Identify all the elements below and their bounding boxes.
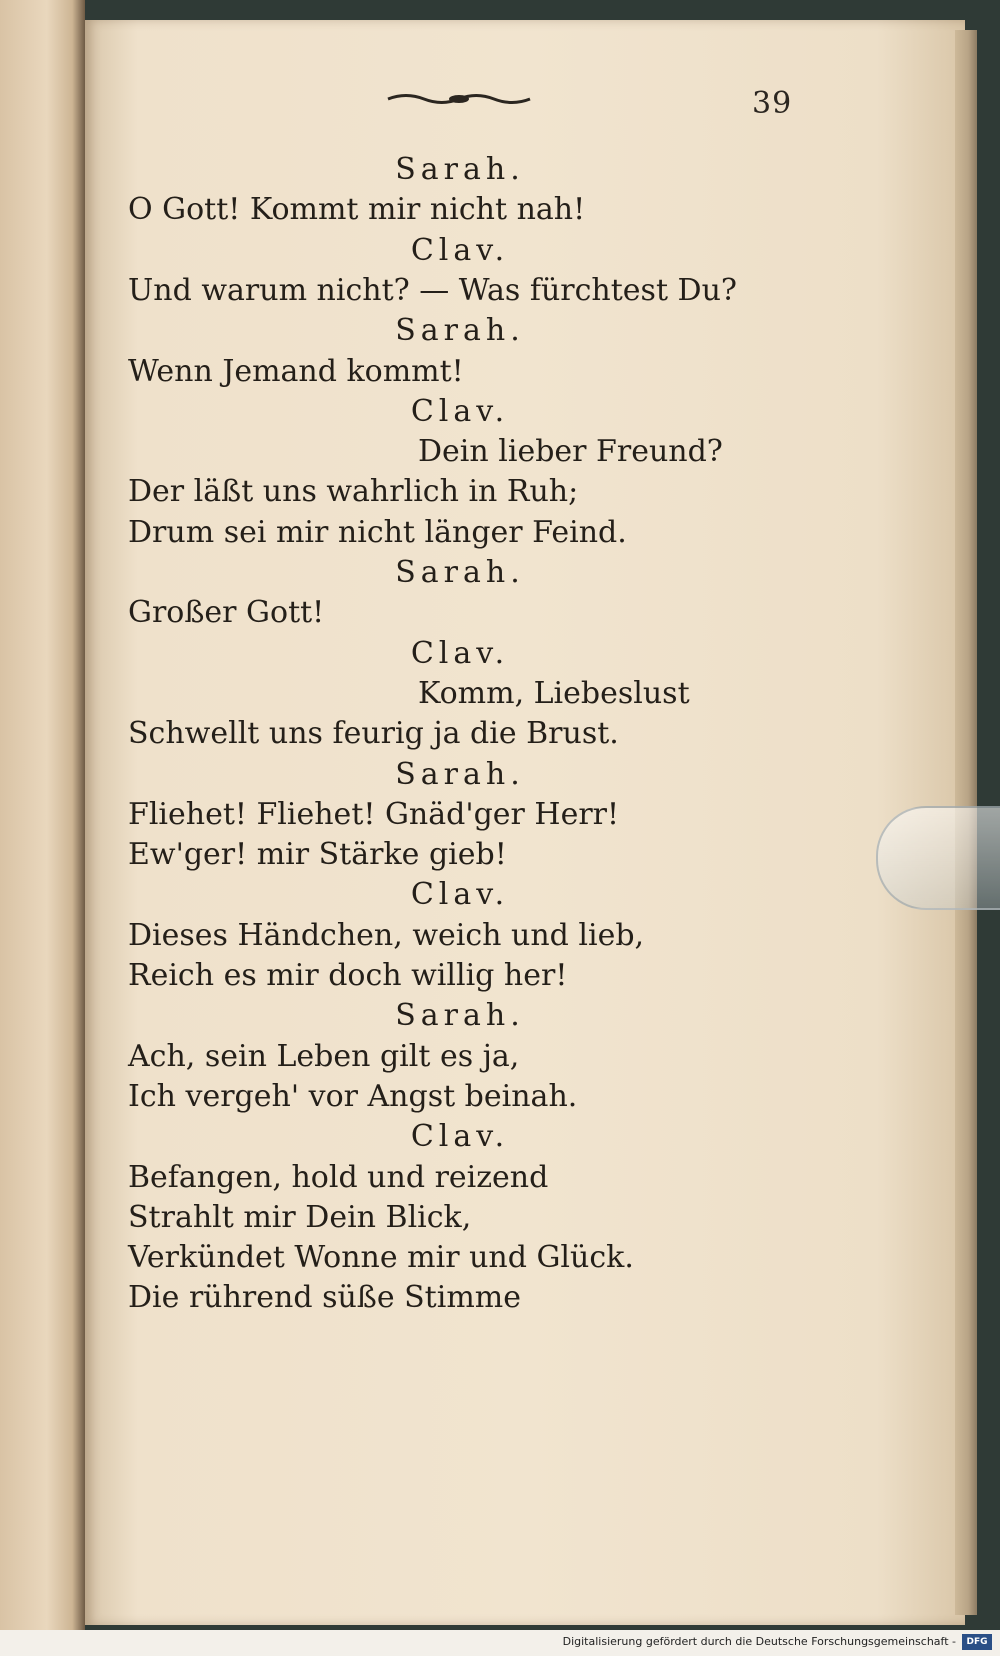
dfg-logo: DFG xyxy=(962,1634,992,1650)
speaker-name: Sarah. xyxy=(395,152,525,187)
verse-line: Drum sei mir nicht länger Feind. xyxy=(128,514,627,550)
verse-line: Ich vergeh' vor Angst beinah. xyxy=(128,1078,578,1114)
footer-credit: Digitalisierung gefördert durch die Deutsche Forschungsgemeinschaft - xyxy=(562,1635,956,1648)
speaker-name: Sarah. xyxy=(395,998,525,1034)
speaker-name: Sarah. xyxy=(395,313,525,349)
speaker-name: Clav. xyxy=(410,1119,510,1155)
verse-line: Großer Gott! xyxy=(128,595,325,631)
verse-line: Komm, Liebeslust xyxy=(418,675,690,711)
speaker-name: Sarah. xyxy=(395,555,525,590)
speaker-name: Clav. xyxy=(410,232,510,268)
speaker-name: Clav. xyxy=(410,877,510,913)
verse-line: Verkündet Wonne mir und Glück. xyxy=(128,1240,634,1276)
page-clip xyxy=(876,806,1000,910)
verse-line: Der läßt uns wahrlich in Ruh; xyxy=(128,474,579,510)
verse-line: Die rührend süße Stimme xyxy=(128,1280,521,1316)
verse-line: Reich es mir doch willig her! xyxy=(128,958,568,993)
ornament-divider xyxy=(386,92,532,106)
verse-line: Befangen, hold und reizend xyxy=(128,1159,549,1195)
footer-bar xyxy=(0,1630,1000,1656)
page-number: 39 xyxy=(752,86,793,121)
verse-line: Strahlt mir Dein Blick, xyxy=(128,1199,472,1235)
speaker-name: Clav. xyxy=(410,393,510,429)
verse-line: Wenn Jemand kommt! xyxy=(128,353,464,389)
verse-line: Ew'ger! mir Stärke gieb! xyxy=(128,837,507,873)
verse-line: Und warum nicht? — Was fürchtest Du? xyxy=(128,272,737,308)
verse-line: Dein lieber Freund? xyxy=(418,434,723,470)
verse-line: Schwellt uns feurig ja die Brust. xyxy=(128,716,619,752)
speaker-name: Clav. xyxy=(410,635,510,671)
verse-line: Ach, sein Leben gilt es ja, xyxy=(128,1038,520,1074)
verse-line: O Gott! Kommt mir nicht nah! xyxy=(128,192,586,228)
speaker-name: Sarah. xyxy=(395,756,525,792)
verse-line: Dieses Händchen, weich und lieb, xyxy=(128,917,645,953)
verse-line: Fliehet! Fliehet! Gnäd'ger Herr! xyxy=(128,796,620,832)
